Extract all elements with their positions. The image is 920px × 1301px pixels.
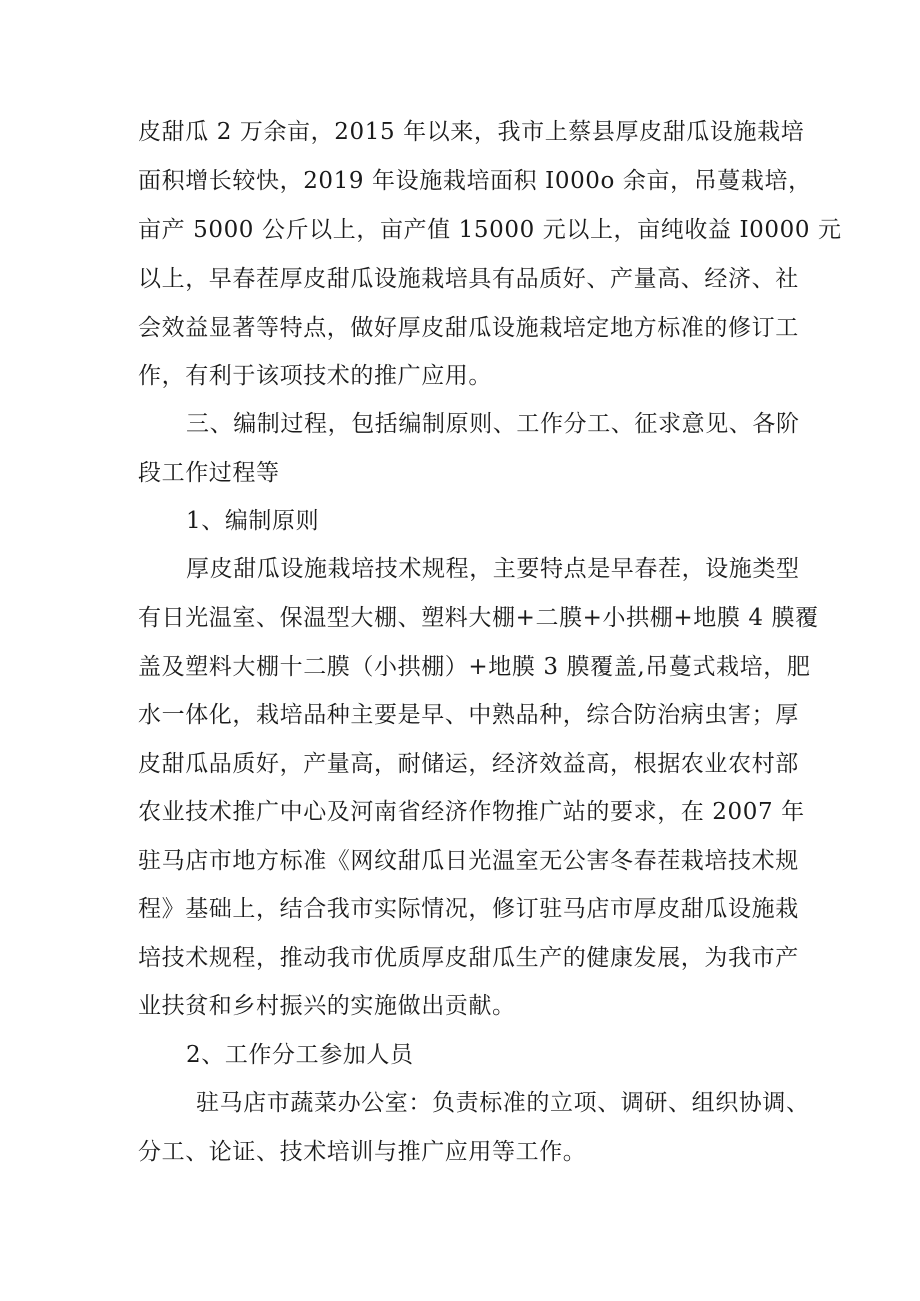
section-heading-line: 三、编制过程，包括编制原则、工作分工、征求意见、各阶 bbox=[186, 411, 800, 437]
paragraph-line: 农业技术推广中心及河南省经济作物推广站的要求，在 2007 年 bbox=[138, 799, 805, 825]
paragraph-line: 培技术规程，推动我市优质厚皮甜瓜生产的健康发展，为我市产 bbox=[138, 945, 799, 971]
paragraph-line: 面积增长较快，2019 年设施栽培面积 I000o 余亩，吊蔓栽培， bbox=[138, 168, 812, 194]
section-heading-line: 段工作过程等 bbox=[138, 460, 280, 486]
paragraph-line: 以上，早春茬厚皮甜瓜设施栽培具有品质好、产量高、经济、社 bbox=[138, 266, 799, 292]
paragraph-line: 厚皮甜瓜设施栽培技术规程，主要特点是早春茬，设施类型 bbox=[186, 556, 800, 582]
paragraph-line: 程》基础上，结合我市实际情况，修订驻马店市厚皮甜瓜设施栽 bbox=[138, 896, 799, 922]
paragraph-line: 盖及塑料大棚十二膜（小拱棚）+地膜 3 膜覆盖,吊蔓式栽培，肥 bbox=[138, 654, 811, 680]
paragraph-line: 驻马店市地方标准《网纹甜瓜日光温室无公害冬春茬栽培技术规 bbox=[138, 848, 799, 874]
paragraph-line: 分工、论证、技术培训与推广应用等工作。 bbox=[138, 1139, 587, 1165]
subsection-heading: 2、工作分工参加人员 bbox=[186, 1042, 414, 1068]
paragraph-line: 亩产 5000 公斤以上，亩产值 15000 元以上，亩纯收益 I0000 元 bbox=[138, 217, 842, 243]
paragraph-line: 皮甜瓜 2 万余亩，2015 年以来，我市上蔡县厚皮甜瓜设施栽培 bbox=[138, 119, 805, 145]
subsection-heading: 1、编制原则 bbox=[186, 508, 320, 534]
paragraph-line: 皮甜瓜品质好，产量高，耐储运，经济效益高，根据农业农村部 bbox=[138, 751, 799, 777]
paragraph-line: 作，有利于该项技术的推广应用。 bbox=[138, 363, 492, 389]
paragraph-line: 水一体化，栽培品种主要是早、中熟品种，综合防治病虫害；厚 bbox=[138, 702, 799, 728]
paragraph-line: 有日光温室、保温型大棚、塑料大棚+二膜+小拱棚+地膜 4 膜覆 bbox=[138, 605, 819, 631]
paragraph-line: 驻马店市蔬菜办公室：负责标准的立项、调研、组织协调、 bbox=[196, 1090, 810, 1116]
paragraph-line: 业扶贫和乡村振兴的实施做出贡献。 bbox=[138, 993, 516, 1019]
paragraph-line: 会效益显著等特点，做好厚皮甜瓜设施栽培定地方标准的修订工 bbox=[138, 315, 799, 341]
